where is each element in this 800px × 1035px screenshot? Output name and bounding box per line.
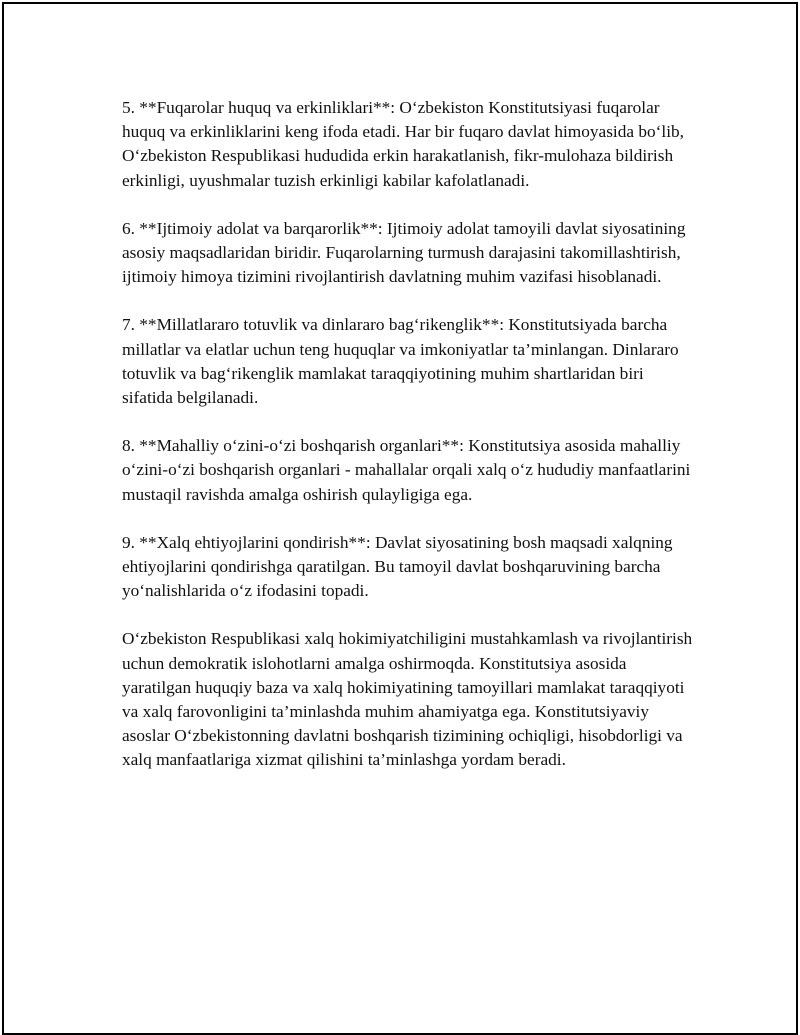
paragraph-item-7: 7. **Millatlararo totuvlik va dinlararo bag‘rikenglik**: Konstitutsiyada barcha millatlar va elatlar uchun teng huquqlar va imkoniyatlar ta’minlangan. Dinlararo totuvlik va bag‘rikenglik mamlakat taraqqiyotining muhim shartlaridan biri sifatida belgilanadi.: [122, 315, 679, 408]
page-frame: [2, 2, 798, 1035]
paragraph-conclusion: O‘zbekiston Respublikasi xalq hokimiyatchiligini mustahkamlash va rivojlantirish uchun demokratik islohotlarni amalga oshirmoqda. Konstitutsiya asosida yaratilgan huquqiy baza va xalq hokimiyatining tamoyillari mamlakat taraqqiyoti va xalq farovonligini ta’minlashda muhim ahamiyatga ega. Konstitutsiyaviy asoslar O‘zbekistonning davlatni boshqarish tizimining ochiqligi, hisobdorligi va xalq manfaatlariga xizmat qilishini ta’minlashga yordam beradi.: [122, 629, 693, 770]
paragraph-item-6: 6. **Ijtimoiy adolat va barqarorlik**: Ijtimoiy adolat tamoyili davlat siyosatining asosiy maqsadlaridan biridir. Fuqarolarning turmush darajasini takomillashtirish, ijtimoiy himoya tizimini rivojlantirish davlatning muhim vazifasi hisoblanadi.: [122, 218, 686, 287]
document-body: [122, 96, 697, 797]
paragraph-item-5: 5. **Fuqarolar huquq va erkinliklari**: O‘zbekiston Konstitutsiyasi fuqarolar huquq va erkinliklarini keng ifoda etadi. Har bir fuqaro davlat himoyasida bo‘lib, O‘zbekiston Respublikasi hududida erkin harakatlanish, fikr-mulohaza bildirish erkinligi, uyushmalar tuzish erkinligi kabilar kafolatlanadi.: [122, 98, 684, 190]
paragraph-item-9: 9. **Xalq ehtiyojlarini qondirish**: Davlat siyosatining bosh maqsadi xalqning ehtiyojlarini qondirishga qaratilgan. Bu tamoyil davlat boshqaruvining barcha yo‘nalishlarida o‘z ifodasini topadi.: [122, 532, 673, 601]
paragraph-item-8: 8. **Mahalliy o‘zini-o‘zi boshqarish organlari**: Konstitutsiya asosida mahalliy o‘zini-o‘zi boshqarish organlari - mahallalar orqali xalq o‘z hududiy manfaatlarini mustaqil ravishda amalga oshirish qulayligiga ega.: [122, 436, 691, 504]
